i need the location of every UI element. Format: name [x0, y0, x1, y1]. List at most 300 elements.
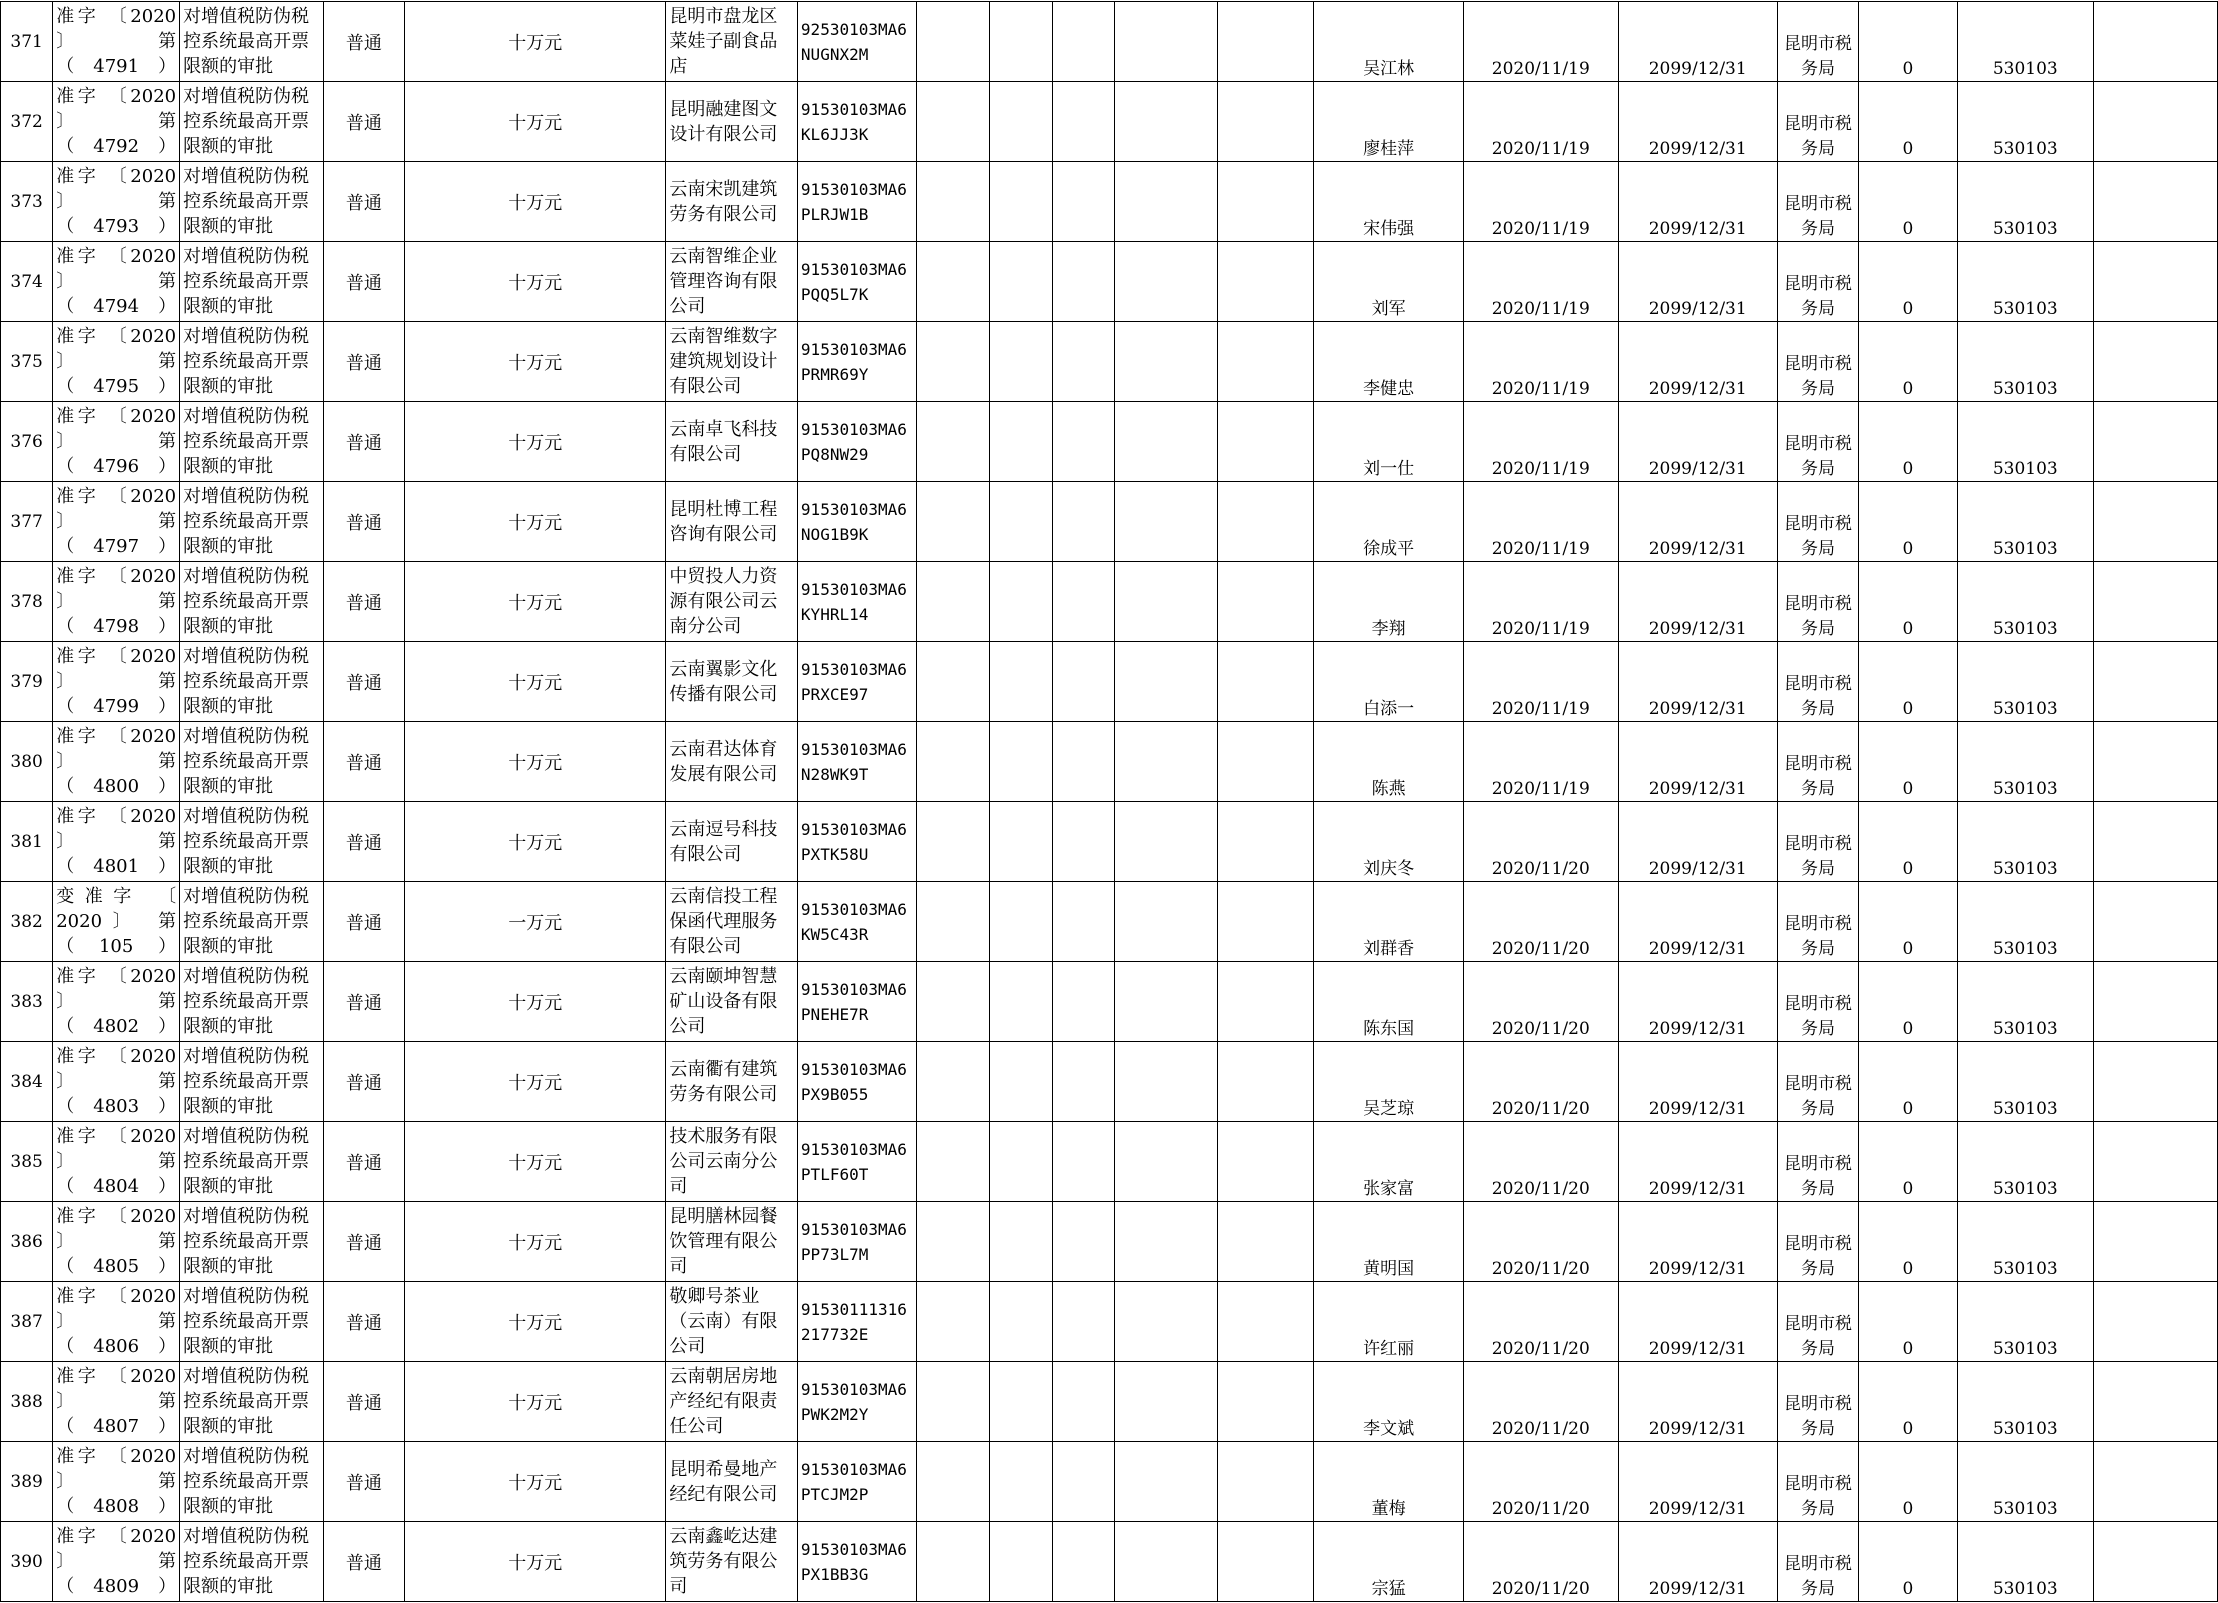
company-line: 司: [669, 1576, 688, 1597]
start-date-cell: 2020/11/20: [1463, 1042, 1618, 1122]
company-line: 有限公司: [669, 936, 742, 957]
limit-cell: 十万元: [405, 242, 666, 322]
empty-cell: [1052, 882, 1114, 962]
empty-cell: [989, 242, 1052, 322]
doc-line: 〕 第: [56, 1551, 177, 1572]
document-number-cell: [53, 1362, 180, 1442]
row-number-cell: 382: [1, 882, 53, 962]
empty-cell: [917, 962, 989, 1042]
status-cell: 0: [1859, 402, 1957, 482]
doc-line: 准字 〔2020: [56, 806, 177, 827]
approval-item-cell: [180, 1522, 323, 1602]
credit-code-cell: [797, 1362, 917, 1442]
document-number-cell: [53, 642, 180, 722]
empty-cell: [989, 1282, 1052, 1362]
table-row: [1, 242, 2218, 322]
empty-cell: [989, 722, 1052, 802]
end-date-cell: 2099/12/31: [1618, 1442, 1777, 1522]
item-line: 控系统最高开票: [183, 1071, 310, 1092]
end-date-cell: 2099/12/31: [1618, 1202, 1777, 1282]
item-line: 限额的审批: [183, 776, 274, 797]
start-date-cell: 2020/11/19: [1463, 642, 1618, 722]
table-row: [1, 1042, 2218, 1122]
doc-line: 〕 第: [56, 191, 177, 212]
document-number-cell: [53, 802, 180, 882]
empty-cell: [917, 162, 989, 242]
empty-cell: [2094, 1442, 2218, 1522]
empty-cell: [1114, 882, 1218, 962]
start-date-cell: 2020/11/20: [1463, 1522, 1618, 1602]
company-line: 有限公司: [669, 443, 742, 465]
company-name-cell: [666, 1122, 798, 1202]
type-cell: 普通: [323, 1282, 405, 1362]
document-number-cell: [53, 482, 180, 562]
empty-cell: [1052, 562, 1114, 642]
limit-cell: 十万元: [405, 162, 666, 242]
empty-cell: [1114, 1522, 1218, 1602]
code-line: 91530103MA6: [800, 819, 907, 839]
code-line: 91530103MA6: [800, 419, 907, 439]
empty-cell: [989, 802, 1052, 882]
approval-item-cell: [180, 1202, 323, 1282]
empty-cell: [989, 1122, 1052, 1202]
empty-cell: [1114, 1362, 1218, 1442]
authority-cell: 昆明市税务局: [1777, 1362, 1859, 1442]
start-date-cell: 2020/11/20: [1463, 1362, 1618, 1442]
item-line: 对增值税防伪税: [183, 1446, 310, 1467]
item-line: 限额的审批: [183, 296, 274, 317]
empty-cell: [989, 1522, 1052, 1602]
item-line: 控系统最高开票: [183, 671, 310, 692]
company-name-cell: [666, 1202, 798, 1282]
area-code-cell: 530103: [1957, 322, 2094, 402]
company-line: 公司: [669, 1016, 706, 1037]
company-name-cell: [666, 1362, 798, 1442]
empty-cell: [989, 1042, 1052, 1122]
empty-cell: [1114, 2, 1218, 82]
approval-item-cell: [180, 962, 323, 1042]
empty-cell: [989, 882, 1052, 962]
area-code-cell: 530103: [1957, 722, 2094, 802]
empty-cell: [1052, 642, 1114, 722]
item-line: 对增值税防伪税: [183, 406, 310, 427]
table-row: [1, 1442, 2218, 1522]
code-line: PQQ5L7K: [800, 284, 869, 304]
approval-item-cell: [180, 242, 323, 322]
limit-cell: 十万元: [405, 1362, 666, 1442]
company-line: 云南卓飞科技: [669, 418, 778, 440]
company-line: 劳务有限公司: [669, 1083, 778, 1105]
row-number-cell: 373: [1, 162, 53, 242]
item-line: 限额的审批: [183, 1256, 274, 1277]
approval-item-cell: [180, 322, 323, 402]
empty-cell: [1052, 802, 1114, 882]
doc-line: 〕 第: [56, 1311, 177, 1332]
empty-cell: [1114, 722, 1218, 802]
company-name-cell: [666, 242, 798, 322]
status-cell: 0: [1859, 1522, 1957, 1602]
limit-cell: 十万元: [405, 642, 666, 722]
doc-line: （4803）: [56, 1096, 177, 1117]
authority-cell: 昆明市税务局: [1777, 322, 1859, 402]
credit-code-cell: [797, 1522, 917, 1602]
doc-line: 准字 〔2020: [56, 1206, 177, 1227]
code-line: N28WK9T: [800, 764, 869, 784]
empty-cell: [917, 1042, 989, 1122]
company-line: 公司: [669, 1336, 706, 1357]
authority-cell: 昆明市税务局: [1777, 802, 1859, 882]
type-cell: 普通: [323, 562, 405, 642]
authority-cell: 昆明市税务局: [1777, 162, 1859, 242]
status-cell: 0: [1859, 482, 1957, 562]
company-line: 矿山设备有限: [669, 991, 778, 1012]
start-date-cell: 2020/11/20: [1463, 1282, 1618, 1362]
empty-cell: [917, 1122, 989, 1202]
code-line: PQ8NW29: [800, 444, 869, 464]
item-line: 限额的审批: [183, 1496, 274, 1517]
credit-code-cell: [797, 322, 917, 402]
credit-code-cell: [797, 1122, 917, 1202]
authority-cell: 昆明市税务局: [1777, 642, 1859, 722]
item-line: 限额的审批: [183, 456, 274, 477]
company-name-cell: [666, 162, 798, 242]
item-line: 限额的审批: [183, 696, 274, 717]
type-cell: 普通: [323, 1442, 405, 1522]
empty-cell: [1052, 1522, 1114, 1602]
company-line: 公司: [669, 296, 706, 317]
limit-cell: 十万元: [405, 402, 666, 482]
company-name-cell: [666, 562, 798, 642]
approval-item-cell: [180, 1362, 323, 1442]
document-number-cell: [53, 1202, 180, 1282]
empty-cell: [2094, 2, 2218, 82]
document-number-cell: [53, 322, 180, 402]
company-line: 源有限公司云: [669, 591, 778, 612]
item-line: 控系统最高开票: [183, 1231, 310, 1252]
limit-cell: 十万元: [405, 1122, 666, 1202]
doc-line: （4806）: [56, 1336, 177, 1357]
company-line: 经纪有限公司: [669, 1483, 778, 1505]
legal-person-cell: 宋伟强: [1314, 162, 1464, 242]
doc-line: （4800）: [56, 776, 177, 797]
empty-cell: [1052, 962, 1114, 1042]
item-line: 控系统最高开票: [183, 1551, 310, 1572]
empty-cell: [1052, 1042, 1114, 1122]
empty-cell: [917, 482, 989, 562]
type-cell: 普通: [323, 882, 405, 962]
empty-cell: [2094, 562, 2218, 642]
start-date-cell: 2020/11/19: [1463, 322, 1618, 402]
authority-cell: 昆明市税务局: [1777, 402, 1859, 482]
doc-line: 准字 〔2020: [56, 86, 177, 107]
credit-code-cell: [797, 1202, 917, 1282]
approval-item-cell: [180, 1042, 323, 1122]
area-code-cell: 530103: [1957, 1042, 2094, 1122]
limit-cell: 十万元: [405, 562, 666, 642]
code-line: KW5C43R: [800, 924, 869, 944]
authority-cell: 昆明市税务局: [1777, 1202, 1859, 1282]
area-code-cell: 530103: [1957, 882, 2094, 962]
status-cell: 0: [1859, 242, 1957, 322]
doc-line: 〕 第: [56, 1071, 177, 1092]
empty-cell: [917, 402, 989, 482]
start-date-cell: 2020/11/19: [1463, 562, 1618, 642]
item-line: 对增值税防伪税: [183, 86, 310, 107]
row-number-cell: 387: [1, 1282, 53, 1362]
authority-cell: 昆明市税务局: [1777, 1282, 1859, 1362]
item-line: 限额的审批: [183, 1096, 274, 1117]
legal-person-cell: 许红丽: [1314, 1282, 1464, 1362]
code-line: PLRJW1B: [800, 204, 869, 224]
table-row: [1, 1122, 2218, 1202]
empty-cell: [917, 82, 989, 162]
doc-line: 准字 〔2020: [56, 406, 177, 427]
company-line: 南分公司: [669, 616, 742, 637]
start-date-cell: 2020/11/20: [1463, 962, 1618, 1042]
empty-cell: [1114, 1122, 1218, 1202]
area-code-cell: 530103: [1957, 642, 2094, 722]
doc-line: 变准字 〔: [56, 886, 177, 907]
company-line: 设计有限公司: [669, 123, 778, 145]
credit-code-cell: [797, 1282, 917, 1362]
code-line: 91530103MA6: [800, 259, 907, 279]
company-line: 司: [669, 1176, 688, 1197]
empty-cell: [1114, 482, 1218, 562]
doc-line: （4801）: [56, 856, 177, 877]
company-line: （云南）有限: [669, 1311, 778, 1332]
start-date-cell: 2020/11/19: [1463, 482, 1618, 562]
area-code-cell: 530103: [1957, 1522, 2094, 1602]
item-line: 对增值税防伪税: [183, 1046, 310, 1067]
company-line: 敬卿号茶业: [669, 1286, 760, 1307]
empty-cell: [1114, 82, 1218, 162]
doc-line: （4791）: [56, 56, 177, 77]
type-cell: 普通: [323, 242, 405, 322]
code-line: 91530103MA6: [800, 339, 907, 359]
type-cell: 普通: [323, 82, 405, 162]
item-line: 限额的审批: [183, 376, 274, 397]
company-line: 劳务有限公司: [669, 203, 778, 225]
item-line: 对增值税防伪税: [183, 566, 310, 587]
company-line: 昆明希曼地产: [669, 1458, 778, 1480]
status-cell: 0: [1859, 1442, 1957, 1522]
area-code-cell: 530103: [1957, 1362, 2094, 1442]
empty-cell: [1052, 482, 1114, 562]
limit-cell: 十万元: [405, 1442, 666, 1522]
legal-person-cell: 廖桂萍: [1314, 82, 1464, 162]
empty-cell: [1218, 722, 1314, 802]
type-cell: 普通: [323, 402, 405, 482]
empty-cell: [1114, 242, 1218, 322]
code-line: PRMR69Y: [800, 364, 869, 384]
table-row: [1, 82, 2218, 162]
type-cell: 普通: [323, 642, 405, 722]
approval-item-cell: [180, 2, 323, 82]
empty-cell: [1218, 82, 1314, 162]
item-line: 限额的审批: [183, 1016, 274, 1037]
company-line: 有限公司: [669, 376, 742, 397]
start-date-cell: 2020/11/19: [1463, 242, 1618, 322]
empty-cell: [1052, 242, 1114, 322]
company-line: 菜娃子副食品: [669, 31, 778, 52]
company-name-cell: [666, 1042, 798, 1122]
empty-cell: [2094, 162, 2218, 242]
type-cell: 普通: [323, 1362, 405, 1442]
credit-code-cell: [797, 1442, 917, 1522]
limit-cell: 十万元: [405, 1522, 666, 1602]
item-line: 对增值税防伪税: [183, 1126, 310, 1147]
area-code-cell: 530103: [1957, 1202, 2094, 1282]
item-line: 限额的审批: [183, 1576, 274, 1597]
approval-item-cell: [180, 402, 323, 482]
doc-line: 〕 第: [56, 831, 177, 852]
company-line: 咨询有限公司: [669, 523, 778, 545]
item-line: 控系统最高开票: [183, 1151, 310, 1172]
credit-code-cell: [797, 882, 917, 962]
area-code-cell: 530103: [1957, 402, 2094, 482]
credit-code-cell: [797, 722, 917, 802]
table-row: [1, 482, 2218, 562]
status-cell: 0: [1859, 1202, 1957, 1282]
authority-cell: 昆明市税务局: [1777, 562, 1859, 642]
table-row: [1, 962, 2218, 1042]
authority-cell: 昆明市税务局: [1777, 1442, 1859, 1522]
legal-person-cell: 刘军: [1314, 242, 1464, 322]
empty-cell: [1218, 1442, 1314, 1522]
item-line: 对增值税防伪税: [183, 6, 310, 27]
status-cell: 0: [1859, 802, 1957, 882]
row-number-cell: 379: [1, 642, 53, 722]
row-number-cell: 381: [1, 802, 53, 882]
item-line: 控系统最高开票: [183, 191, 310, 212]
empty-cell: [2094, 1522, 2218, 1602]
row-number-cell: 384: [1, 1042, 53, 1122]
table-row: [1, 162, 2218, 242]
item-line: 对增值税防伪税: [183, 486, 310, 507]
limit-cell: 十万元: [405, 2, 666, 82]
legal-person-cell: 李文斌: [1314, 1362, 1464, 1442]
empty-cell: [917, 802, 989, 882]
empty-cell: [989, 482, 1052, 562]
item-line: 对增值税防伪税: [183, 726, 310, 747]
code-line: 91530103MA6: [800, 1059, 907, 1079]
document-number-cell: [53, 82, 180, 162]
end-date-cell: 2099/12/31: [1618, 1042, 1777, 1122]
code-line: 91530103MA6: [800, 739, 907, 759]
empty-cell: [1114, 402, 1218, 482]
approval-item-cell: [180, 1442, 323, 1522]
row-number-cell: 390: [1, 1522, 53, 1602]
empty-cell: [989, 82, 1052, 162]
authority-cell: 昆明市税务局: [1777, 882, 1859, 962]
company-line: 云南衢有建筑: [669, 1058, 778, 1080]
legal-person-cell: 吴芝琼: [1314, 1042, 1464, 1122]
empty-cell: [1114, 162, 1218, 242]
code-line: 91530103MA6: [800, 1139, 907, 1159]
item-line: 限额的审批: [183, 216, 274, 237]
empty-cell: [1218, 2, 1314, 82]
end-date-cell: 2099/12/31: [1618, 882, 1777, 962]
item-line: 对增值税防伪税: [183, 806, 310, 827]
end-date-cell: 2099/12/31: [1618, 402, 1777, 482]
approval-item-cell: [180, 482, 323, 562]
empty-cell: [2094, 82, 2218, 162]
code-line: 91530103MA6: [800, 499, 907, 519]
item-line: 对增值税防伪税: [183, 886, 310, 907]
credit-code-cell: [797, 162, 917, 242]
empty-cell: [989, 962, 1052, 1042]
table-body: [1, 2, 2218, 1602]
legal-person-cell: 刘一仕: [1314, 402, 1464, 482]
document-number-cell: [53, 1042, 180, 1122]
empty-cell: [2094, 1282, 2218, 1362]
empty-cell: [1218, 402, 1314, 482]
empty-cell: [2094, 1362, 2218, 1442]
code-line: 91530103MA6: [800, 579, 907, 599]
company-line: 云南信投工程: [669, 886, 778, 907]
doc-line: 准字 〔2020: [56, 566, 177, 587]
company-line: 云南逗号科技: [669, 818, 778, 840]
code-line: PWK2M2Y: [800, 1404, 869, 1424]
doc-line: 准字 〔2020: [56, 646, 177, 667]
company-line: 建筑规划设计: [669, 351, 778, 372]
empty-cell: [1114, 1442, 1218, 1522]
empty-cell: [1218, 322, 1314, 402]
empty-cell: [1114, 962, 1218, 1042]
area-code-cell: 530103: [1957, 962, 2094, 1042]
company-line: 店: [669, 56, 688, 77]
item-line: 限额的审批: [183, 856, 274, 877]
status-cell: 0: [1859, 1122, 1957, 1202]
authority-cell: 昆明市税务局: [1777, 482, 1859, 562]
legal-person-cell: 张家富: [1314, 1122, 1464, 1202]
empty-cell: [1218, 482, 1314, 562]
code-line: PNEHE7R: [800, 1004, 869, 1024]
credit-code-cell: [797, 962, 917, 1042]
item-line: 对增值税防伪税: [183, 1206, 310, 1227]
legal-person-cell: 李健忠: [1314, 322, 1464, 402]
area-code-cell: 530103: [1957, 1442, 2094, 1522]
end-date-cell: 2099/12/31: [1618, 722, 1777, 802]
code-line: PTCJM2P: [800, 1484, 869, 1504]
empty-cell: [1218, 1042, 1314, 1122]
empty-cell: [1218, 162, 1314, 242]
table-row: [1, 1202, 2218, 1282]
start-date-cell: 2020/11/20: [1463, 882, 1618, 962]
code-line: 91530103MA6: [800, 1539, 907, 1559]
legal-person-cell: 刘群香: [1314, 882, 1464, 962]
doc-line: （4793）: [56, 216, 177, 237]
code-line: 91530103MA6: [800, 99, 907, 119]
end-date-cell: 2099/12/31: [1618, 1282, 1777, 1362]
empty-cell: [1218, 242, 1314, 322]
code-line: KL6JJ3K: [800, 124, 869, 144]
item-line: 控系统最高开票: [183, 591, 310, 612]
company-name-cell: [666, 642, 798, 722]
table-row: [1, 322, 2218, 402]
row-number-cell: 375: [1, 322, 53, 402]
company-line: 云南智维企业: [669, 246, 778, 267]
company-name-cell: [666, 82, 798, 162]
doc-line: （4797）: [56, 536, 177, 557]
company-line: 技术服务有限: [669, 1126, 778, 1147]
limit-cell: 十万元: [405, 962, 666, 1042]
end-date-cell: 2099/12/31: [1618, 562, 1777, 642]
item-line: 限额的审批: [183, 1416, 274, 1437]
item-line: 控系统最高开票: [183, 1471, 310, 1492]
table-row: [1, 882, 2218, 962]
authority-cell: 昆明市税务局: [1777, 962, 1859, 1042]
